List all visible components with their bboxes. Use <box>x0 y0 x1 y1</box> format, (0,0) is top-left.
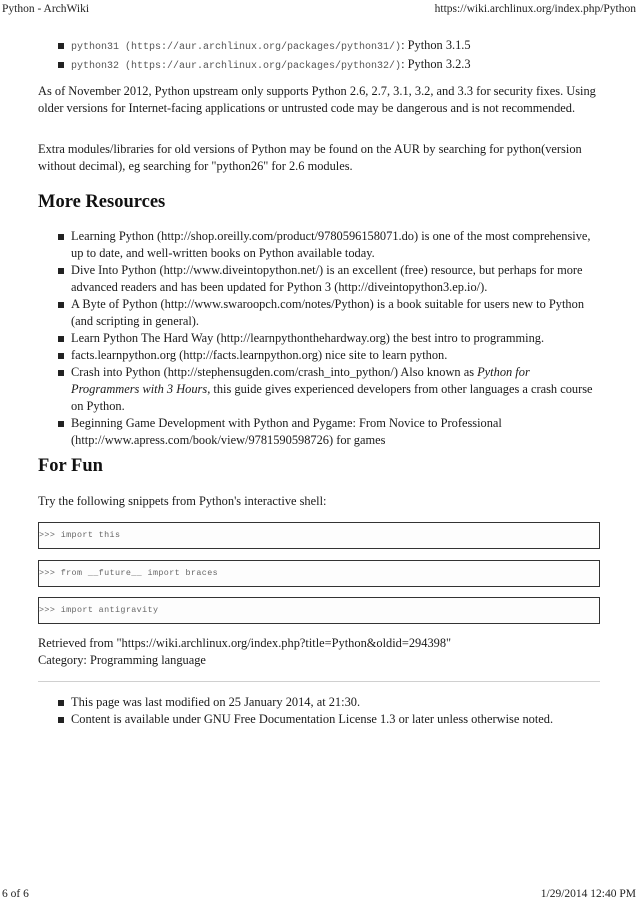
list-item: Dive Into Python (http://www.diveintopython.net/) is an excellent (free) resource, but perhaps for more advanced readers and has been updated for Python 3 (http://diveintopython3.ep.io/). <box>38 262 600 296</box>
list-item: Learn Python The Hard Way (http://learnpythonthehardway.org) the best intro to programming. <box>38 330 600 347</box>
page-number: 6 of 6 <box>2 888 29 900</box>
for-fun-heading: For Fun <box>38 456 103 476</box>
code-snippet-braces: >>> from __future__ import braces <box>38 560 600 587</box>
category-line: Category: Programming language <box>38 653 206 667</box>
list-item: facts.learnpython.org (http://facts.learnpython.org) nice site to learn python. <box>38 347 600 364</box>
list-item <box>38 56 600 75</box>
package-link-python31[interactable]: python31 (https://aur.archlinux.org/packages/python31/) <box>71 42 402 53</box>
list-item: This page was last modified on 25 January 2014, at 21:30. <box>38 694 600 711</box>
print-header-url: https://wiki.archlinux.org/index.php/Python <box>434 3 636 15</box>
list-item: Content is available under GNU Free Documentation License 1.3 or later unless otherwise noted. <box>38 711 600 728</box>
list-item: Learning Python (http://shop.oreilly.com/product/9780596158071.do) is one of the most comprehensive, up to date, and well-written books on Python available today. <box>38 228 600 262</box>
modules-paragraph: Extra modules/libraries for old versions of Python may be found on the AUR by searching for python(version without decimal), eg searching for "python26" for 2.6 modules. <box>38 142 582 173</box>
retrieved-from: Retrieved from "https://wiki.archlinux.org/index.php?title=Python&oldid=294398" <box>38 636 452 650</box>
package-version: : Python 3.1.5 <box>401 38 471 52</box>
code-snippet-antigravity: >>> import antigravity <box>38 597 600 624</box>
list-item: Crash into Python (http://stephensugden.com/crash_into_python/) Also known as Python for Programmers with 3 Hours, this guide gives experienced developers from other languages a crash course on Python. <box>38 364 600 415</box>
print-header-title: Python - ArchWiki <box>2 3 90 15</box>
print-timestamp: 1/29/2014 12:40 PM <box>540 888 636 900</box>
page-info-list <box>38 694 600 728</box>
list-item: Beginning Game Development with Python and Pygame: From Novice to Professional (http://www.apress.com/book/view/9781590598726) for games <box>38 415 600 449</box>
footer-divider <box>38 681 600 682</box>
emphasis: Python for Programmers with 3 Hours <box>71 365 530 396</box>
package-version: : Python 3.2.3 <box>401 57 471 71</box>
old-versions-list <box>38 37 600 75</box>
list-item <box>38 37 600 56</box>
package-link-python32[interactable]: python32 (https://aur.archlinux.org/packages/python32/) <box>71 61 402 72</box>
resources-list <box>38 228 600 449</box>
security-paragraph: As of November 2012, Python upstream only supports Python 2.6, 2.7, 3.1, 3.2, and 3.3 for security fixes. Using older versions for Internet-facing applications or untrusted code may be dangerous and is not recommended. <box>38 84 596 115</box>
more-resources-heading: More Resources <box>38 192 166 212</box>
for-fun-intro: Try the following snippets from Python's interactive shell: <box>38 494 327 508</box>
code-snippet-import-this: >>> import this <box>38 522 600 549</box>
list-item: A Byte of Python (http://www.swaroopch.com/notes/Python) is a book suitable for users new to Python (and scripting in general). <box>38 296 600 330</box>
